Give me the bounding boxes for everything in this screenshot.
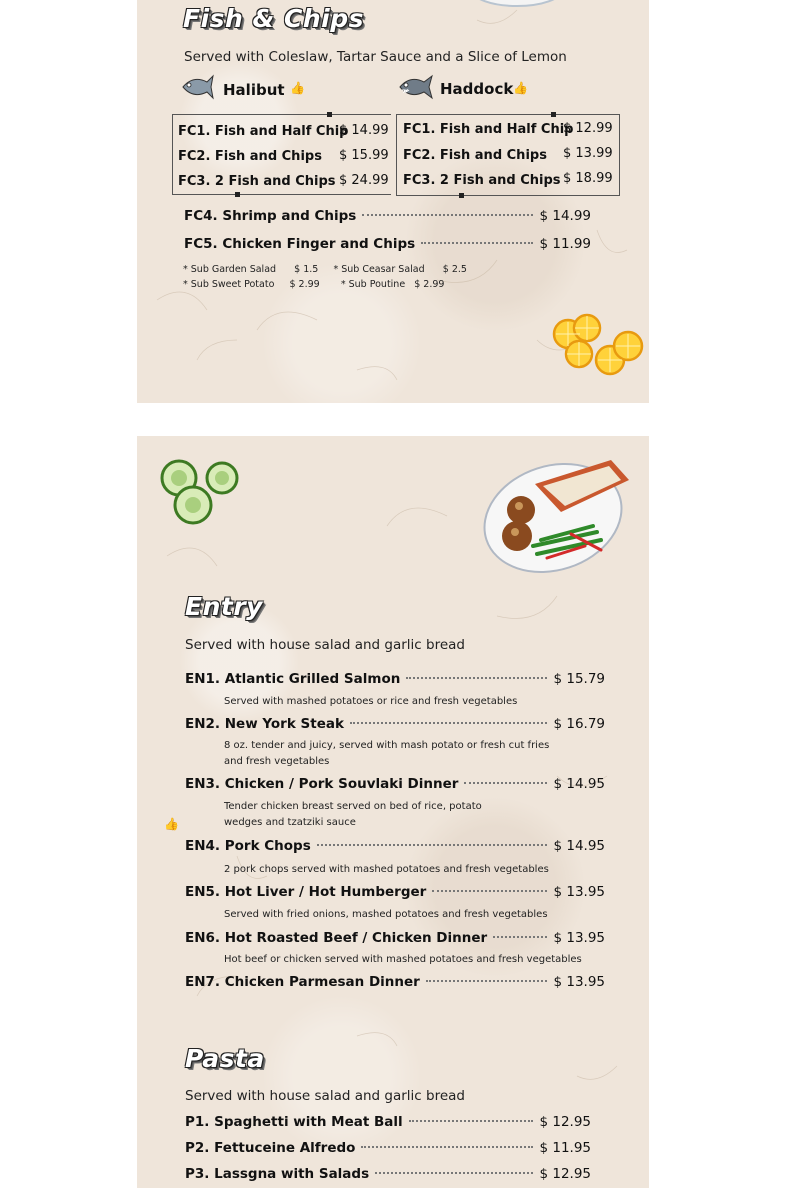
fish-icon xyxy=(396,72,434,102)
menu-item-name: EN4. Pork Chops xyxy=(185,838,311,854)
haddock-price: $ 12.99 xyxy=(563,121,613,136)
menu-item-description: Tender chicken breast served on bed of rice, potato wedges and tzatziki sauce xyxy=(224,801,482,828)
haddock-price: $ 18.99 xyxy=(563,171,613,186)
leader-dots xyxy=(421,242,533,244)
menu-item-name: P1. Spaghetti with Meat Ball xyxy=(185,1114,403,1130)
menu-item-price: $ 11.95 xyxy=(539,1140,591,1156)
haddock-row: FC1. Fish and Half Chip xyxy=(403,122,574,137)
menu-item-description: Hot beef or chicken served with mashed potatoes and fresh vegetables xyxy=(224,954,582,965)
menu-item-price: $ 14.95 xyxy=(553,776,605,792)
halibut-price: $ 14.99 xyxy=(339,123,389,138)
menu-item-price: $ 13.95 xyxy=(553,884,605,900)
plate-edge-icon xyxy=(467,0,567,10)
menu-item-name: EN2. New York Steak xyxy=(185,716,344,732)
menu-item-name: FC4. Shrimp and Chips xyxy=(184,208,357,224)
thumbs-up-icon: 👍 xyxy=(164,817,179,831)
leader-dots xyxy=(350,722,548,724)
section-title: Entry xyxy=(185,592,263,621)
menu-item-price: $ 11.99 xyxy=(539,236,591,252)
leader-dots xyxy=(432,890,547,892)
menu-item-name: EN5. Hot Liver / Hot Humberger xyxy=(185,884,427,900)
menu-item xyxy=(184,236,591,252)
entry-pasta-panel xyxy=(137,436,649,1188)
haddock-row: FC2. Fish and Chips xyxy=(403,148,547,163)
leader-dots xyxy=(493,936,547,938)
leader-dots xyxy=(375,1172,533,1174)
menu-item-description: Served with fried onions, mashed potatoes and fresh vegetables xyxy=(224,909,548,920)
menu-item-name: EN6. Hot Roasted Beef / Chicken Dinner xyxy=(185,930,488,946)
thumbs-up-icon: 👍 xyxy=(513,81,528,95)
menu-item-name: EN1. Atlantic Grilled Salmon xyxy=(185,671,401,687)
leader-dots xyxy=(361,1146,533,1148)
leader-dots xyxy=(362,214,533,216)
menu-item-price: $ 14.99 xyxy=(539,208,591,224)
leader-dots xyxy=(409,1120,534,1122)
menu-item xyxy=(185,974,605,990)
menu-item xyxy=(185,671,605,687)
halibut-label: Halibut xyxy=(223,81,285,99)
halibut-price: $ 15.99 xyxy=(339,148,389,163)
menu-item xyxy=(185,930,605,946)
menu-item-price: $ 15.79 xyxy=(553,671,605,687)
menu-item-description: 8 oz. tender and juicy, served with mash potato or fresh cut fries and fresh vegetables xyxy=(224,740,550,767)
section-title: Fish & Chips xyxy=(183,4,365,33)
halibut-row: FC2. Fish and Chips xyxy=(178,149,322,164)
fish-chips-panel xyxy=(137,0,649,403)
menu-item xyxy=(184,208,591,224)
menu-item xyxy=(185,1140,591,1156)
menu-item xyxy=(185,1114,591,1130)
halibut-row: FC3. 2 Fish and Chips xyxy=(178,174,336,189)
menu-item-price: $ 12.95 xyxy=(539,1166,591,1182)
section-subtitle: Served with house salad and garlic bread xyxy=(185,1088,465,1104)
menu-item-price: $ 13.95 xyxy=(553,930,605,946)
haddock-label: Haddock xyxy=(440,80,514,98)
section-title: Pasta xyxy=(185,1044,265,1073)
menu-item-name: P2. Fettuceine Alfredo xyxy=(185,1140,356,1156)
menu-item-price: $ 14.95 xyxy=(553,838,605,854)
leader-dots xyxy=(426,980,548,982)
menu-item-price: $ 16.79 xyxy=(553,716,605,732)
menu-item-description: Served with mashed potatoes or rice and fresh vegetables xyxy=(224,696,518,707)
menu-item-price: $ 13.95 xyxy=(553,974,605,990)
menu-item xyxy=(185,776,605,792)
substitution-note: * Sub Sweet Potato $ 2.99 * Sub Poutine $ 2.99 xyxy=(183,279,445,290)
menu-item-price: $ 12.95 xyxy=(539,1114,591,1130)
haddock-price: $ 13.99 xyxy=(563,146,613,161)
leader-dots xyxy=(464,782,547,784)
substitution-note: * Sub Garden Salad $ 1.5 * Sub Ceasar Salad $ 2.5 xyxy=(183,264,467,275)
menu-item-name: FC5. Chicken Finger and Chips xyxy=(184,236,416,252)
menu-item-name: EN3. Chicken / Pork Souvlaki Dinner xyxy=(185,776,459,792)
leader-dots xyxy=(317,844,548,846)
thumbs-up-icon: 👍 xyxy=(290,81,305,95)
menu-item-description: 2 pork chops served with mashed potatoes and fresh vegetables xyxy=(224,864,549,875)
menu-item xyxy=(185,716,605,732)
haddock-row: FC3. 2 Fish and Chips xyxy=(403,173,561,188)
section-subtitle: Served with house salad and garlic bread xyxy=(185,637,465,653)
lemon-slices-icon xyxy=(550,312,646,378)
food-plate-icon xyxy=(481,450,631,578)
halibut-price: $ 24.99 xyxy=(339,173,389,188)
section-subtitle: Served with Coleslaw, Tartar Sauce and a Slice of Lemon xyxy=(184,49,567,65)
menu-item xyxy=(185,884,605,900)
menu-item-name: EN7. Chicken Parmesan Dinner xyxy=(185,974,420,990)
cucumber-slices-icon xyxy=(159,458,243,526)
menu-item-name: P3. Lassgna with Salads xyxy=(185,1166,370,1182)
fish-icon xyxy=(179,72,215,102)
menu-item xyxy=(185,838,605,854)
leader-dots xyxy=(406,677,547,679)
halibut-row: FC1. Fish and Half Chip xyxy=(178,124,349,139)
menu-item xyxy=(185,1166,591,1182)
